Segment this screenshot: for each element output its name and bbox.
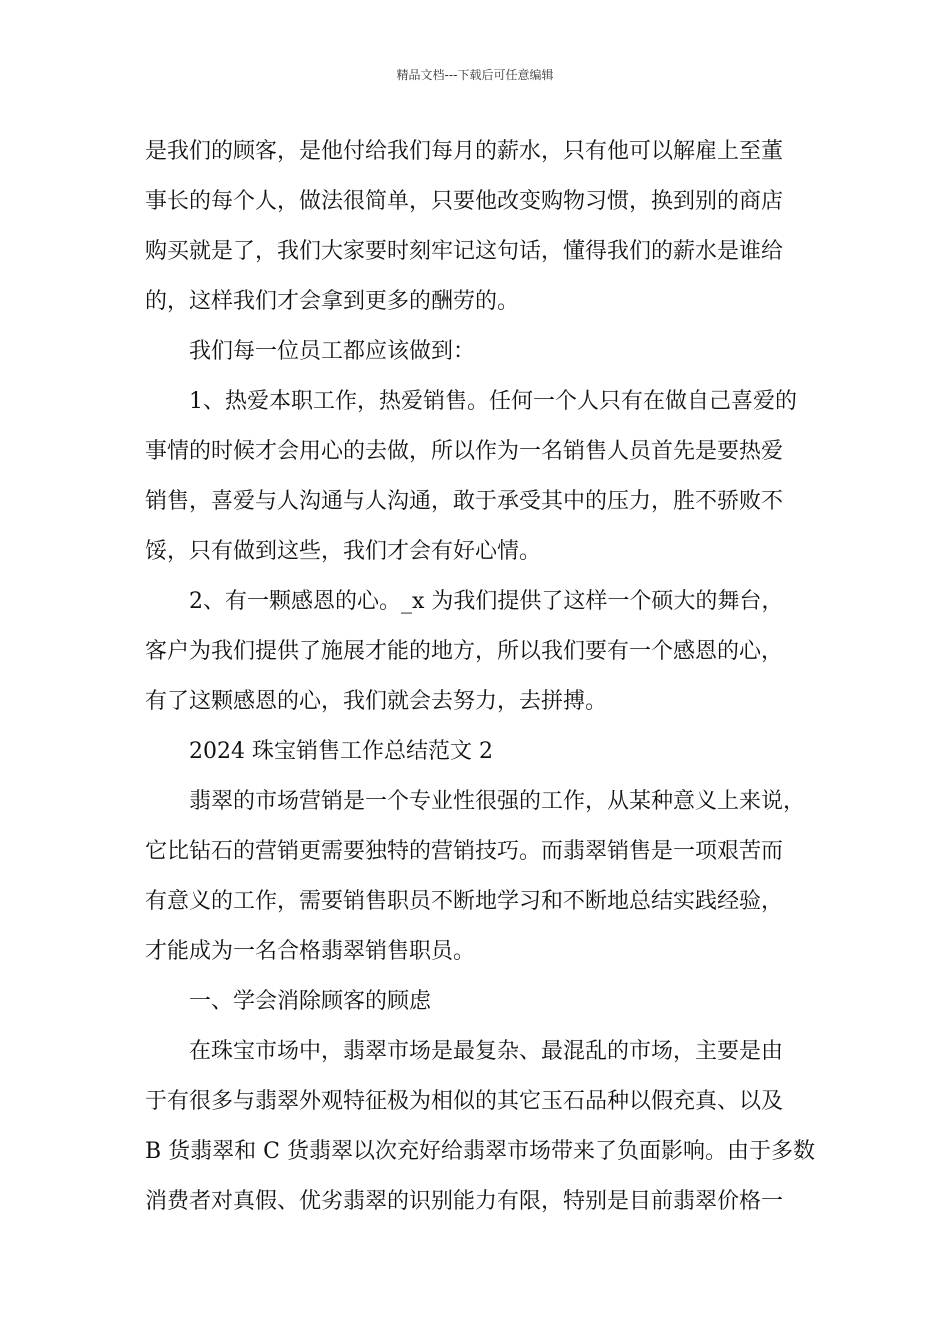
text-line: 有意义的工作，需要销售职员不断地学习和不断地总结实践经验， xyxy=(145,889,784,914)
text-line: 事情的时候才会用心的去做，所以作为一名销售人员首先是要热爱 xyxy=(145,439,784,464)
text-line: 是我们的顾客，是他付给我们每月的薪水，只有他可以解雇上至董 xyxy=(145,139,784,164)
text-line: 有了这颗感恩的心，我们就会去努力，去拼搏。 xyxy=(145,689,608,714)
body-text xyxy=(145,127,815,1227)
text-line: 于有很多与翡翠外观特征极为相似的其它玉石品种以假充真、以及 xyxy=(145,1089,784,1114)
text-line: 事长的每个人，做法很简单，只要他改变购物习惯，换到别的商店 xyxy=(145,189,784,214)
text-line: 在珠宝市场中，翡翠市场是最复杂、最混乱的市场，主要是由 xyxy=(189,1039,784,1064)
text-line: 馁，只有做到这些，我们才会有好心情。 xyxy=(145,539,542,564)
text-line: 销售，喜爱与人沟通与人沟通，敢于承受其中的压力，胜不骄败不 xyxy=(145,489,784,514)
text-line: 我们每一位员工都应该做到： xyxy=(189,339,476,364)
text-line: 1、热爱本职工作，热爱销售。任何一个人只有在做自己喜爱的 xyxy=(189,389,797,414)
section-heading: 2024 珠宝销售工作总结范文 2 xyxy=(189,739,493,764)
text-line: 2、有一颗感恩的心。_x 为我们提供了这样一个硕大的舞台， xyxy=(189,589,784,614)
text-line: B 货翡翠和 C 货翡翠以次充好给翡翠市场带来了负面影响。由于多数 xyxy=(145,1139,815,1164)
text-line: 购买就是了，我们大家要时刻牢记这句话，懂得我们的薪水是谁给 xyxy=(145,239,784,264)
page-header: 精品文档---下载后可任意编辑 xyxy=(396,68,554,82)
section-heading: 一、学会消除顾客的顾虑 xyxy=(189,989,432,1014)
text-line: 翡翠的市场营销是一个专业性很强的工作，从某种意义上来说， xyxy=(189,789,806,814)
text-line: 消费者对真假、优劣翡翠的识别能力有限，特别是目前翡翠价格一 xyxy=(145,1189,784,1214)
text-line: 才能成为一名合格翡翠销售职员。 xyxy=(145,939,476,964)
text-line: 它比钻石的营销更需要独特的营销技巧。而翡翠销售是一项艰苦而 xyxy=(145,839,784,864)
text-line: 客户为我们提供了施展才能的地方，所以我们要有一个感恩的心， xyxy=(145,639,784,664)
text-line: 的，这样我们才会拿到更多的酬劳的。 xyxy=(145,289,520,314)
